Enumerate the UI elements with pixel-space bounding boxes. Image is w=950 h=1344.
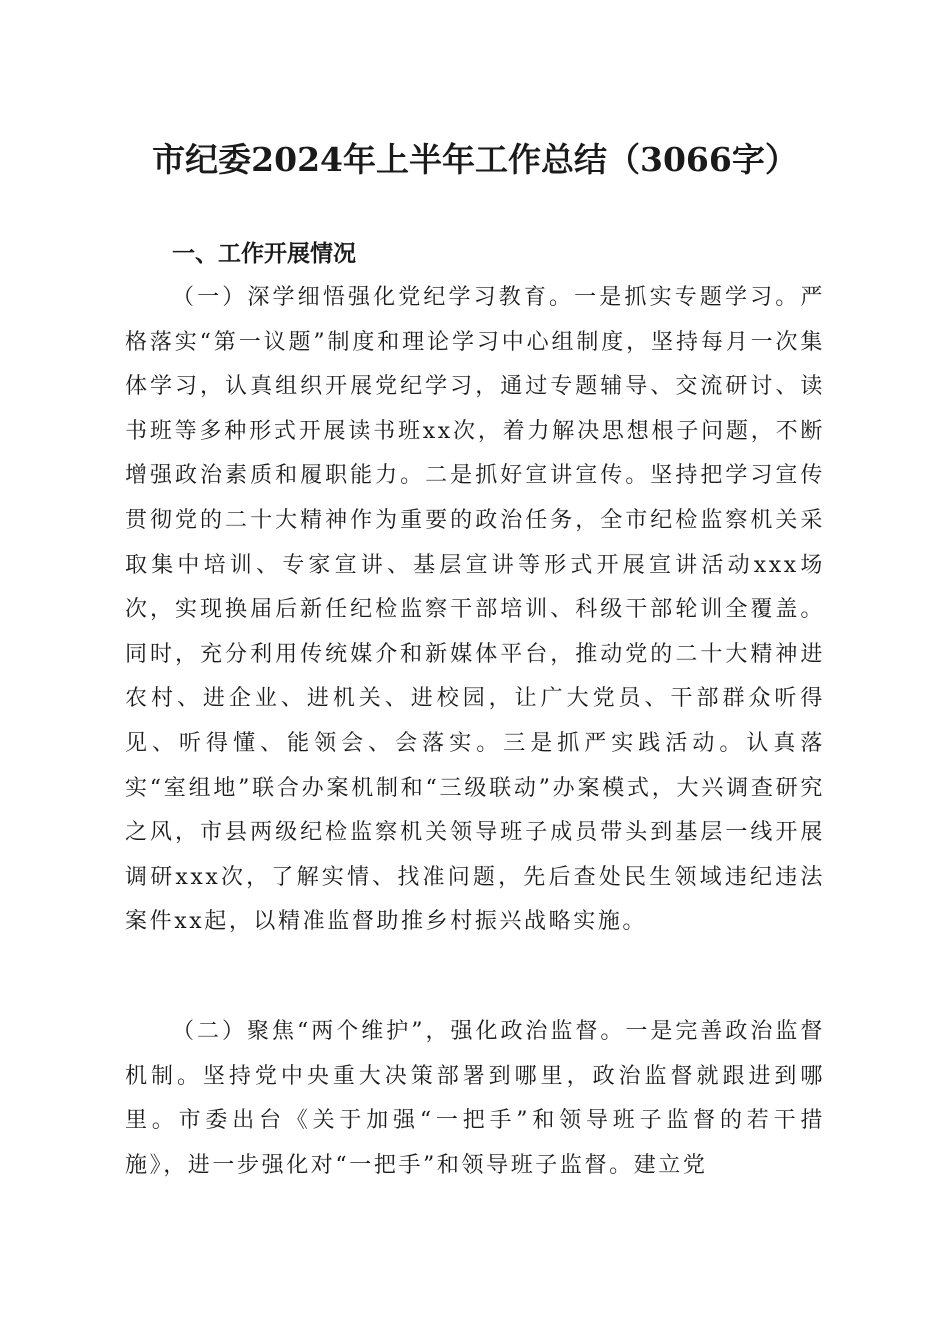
section-heading: 一、工作开展情况: [172, 241, 356, 267]
paragraph-1: （一）深学细悟强化党纪学习教育。一是抓实专题学习。严格落实“第一议题”制度和理论学习中心组制度，坚持每月一次集体学习，认真组织开展党纪学习，通过专题辅导、交流研讨、读书班等多种形式开展读书班xx次，着力解决思想根子问题，不断增强政治素质和履职能力。二是抓好宣讲宣传。坚持把学习宣传贯彻党的二十大精神作为重要的政治任务，全市纪检监察机关采取集中培训、专家宣讲、基层宣讲等形式开展宣讲活动xxx场次，实现换届后新任纪检监察干部培训、科级干部轮训全覆盖。同时，充分利用传统媒介和新媒体平台，推动党的二十大精神进农村、进企业、进机关、进校园，让广大党员、干部群众听得见、听得懂、能领会、会落实。三是抓严实践活动。认真落实“室组地”联合办案机制和“三级联动”办案模式，大兴调查研究之风，市县两级纪检监察机关领导班子成员带头到基层一线开展调研xxx次，了解实情、找准问题，先后查处民生领域违纪违法案件xx起，以精准监督助推乡村振兴战略实施。: [125, 285, 825, 935]
paragraph-2: （二）聚焦“两个维护”，强化政治监督。一是完善政治监督机制。坚持党中央重大决策部署到哪里，政治监督就跟进到哪里。市委出台《关于加强“一把手”和领导班子监督的若干措施》，进一步强化对“一把手”和领导班子监督。建立党: [125, 1019, 825, 1178]
document-title: 市纪委2024年上半年工作总结（3066字）: [152, 140, 798, 179]
